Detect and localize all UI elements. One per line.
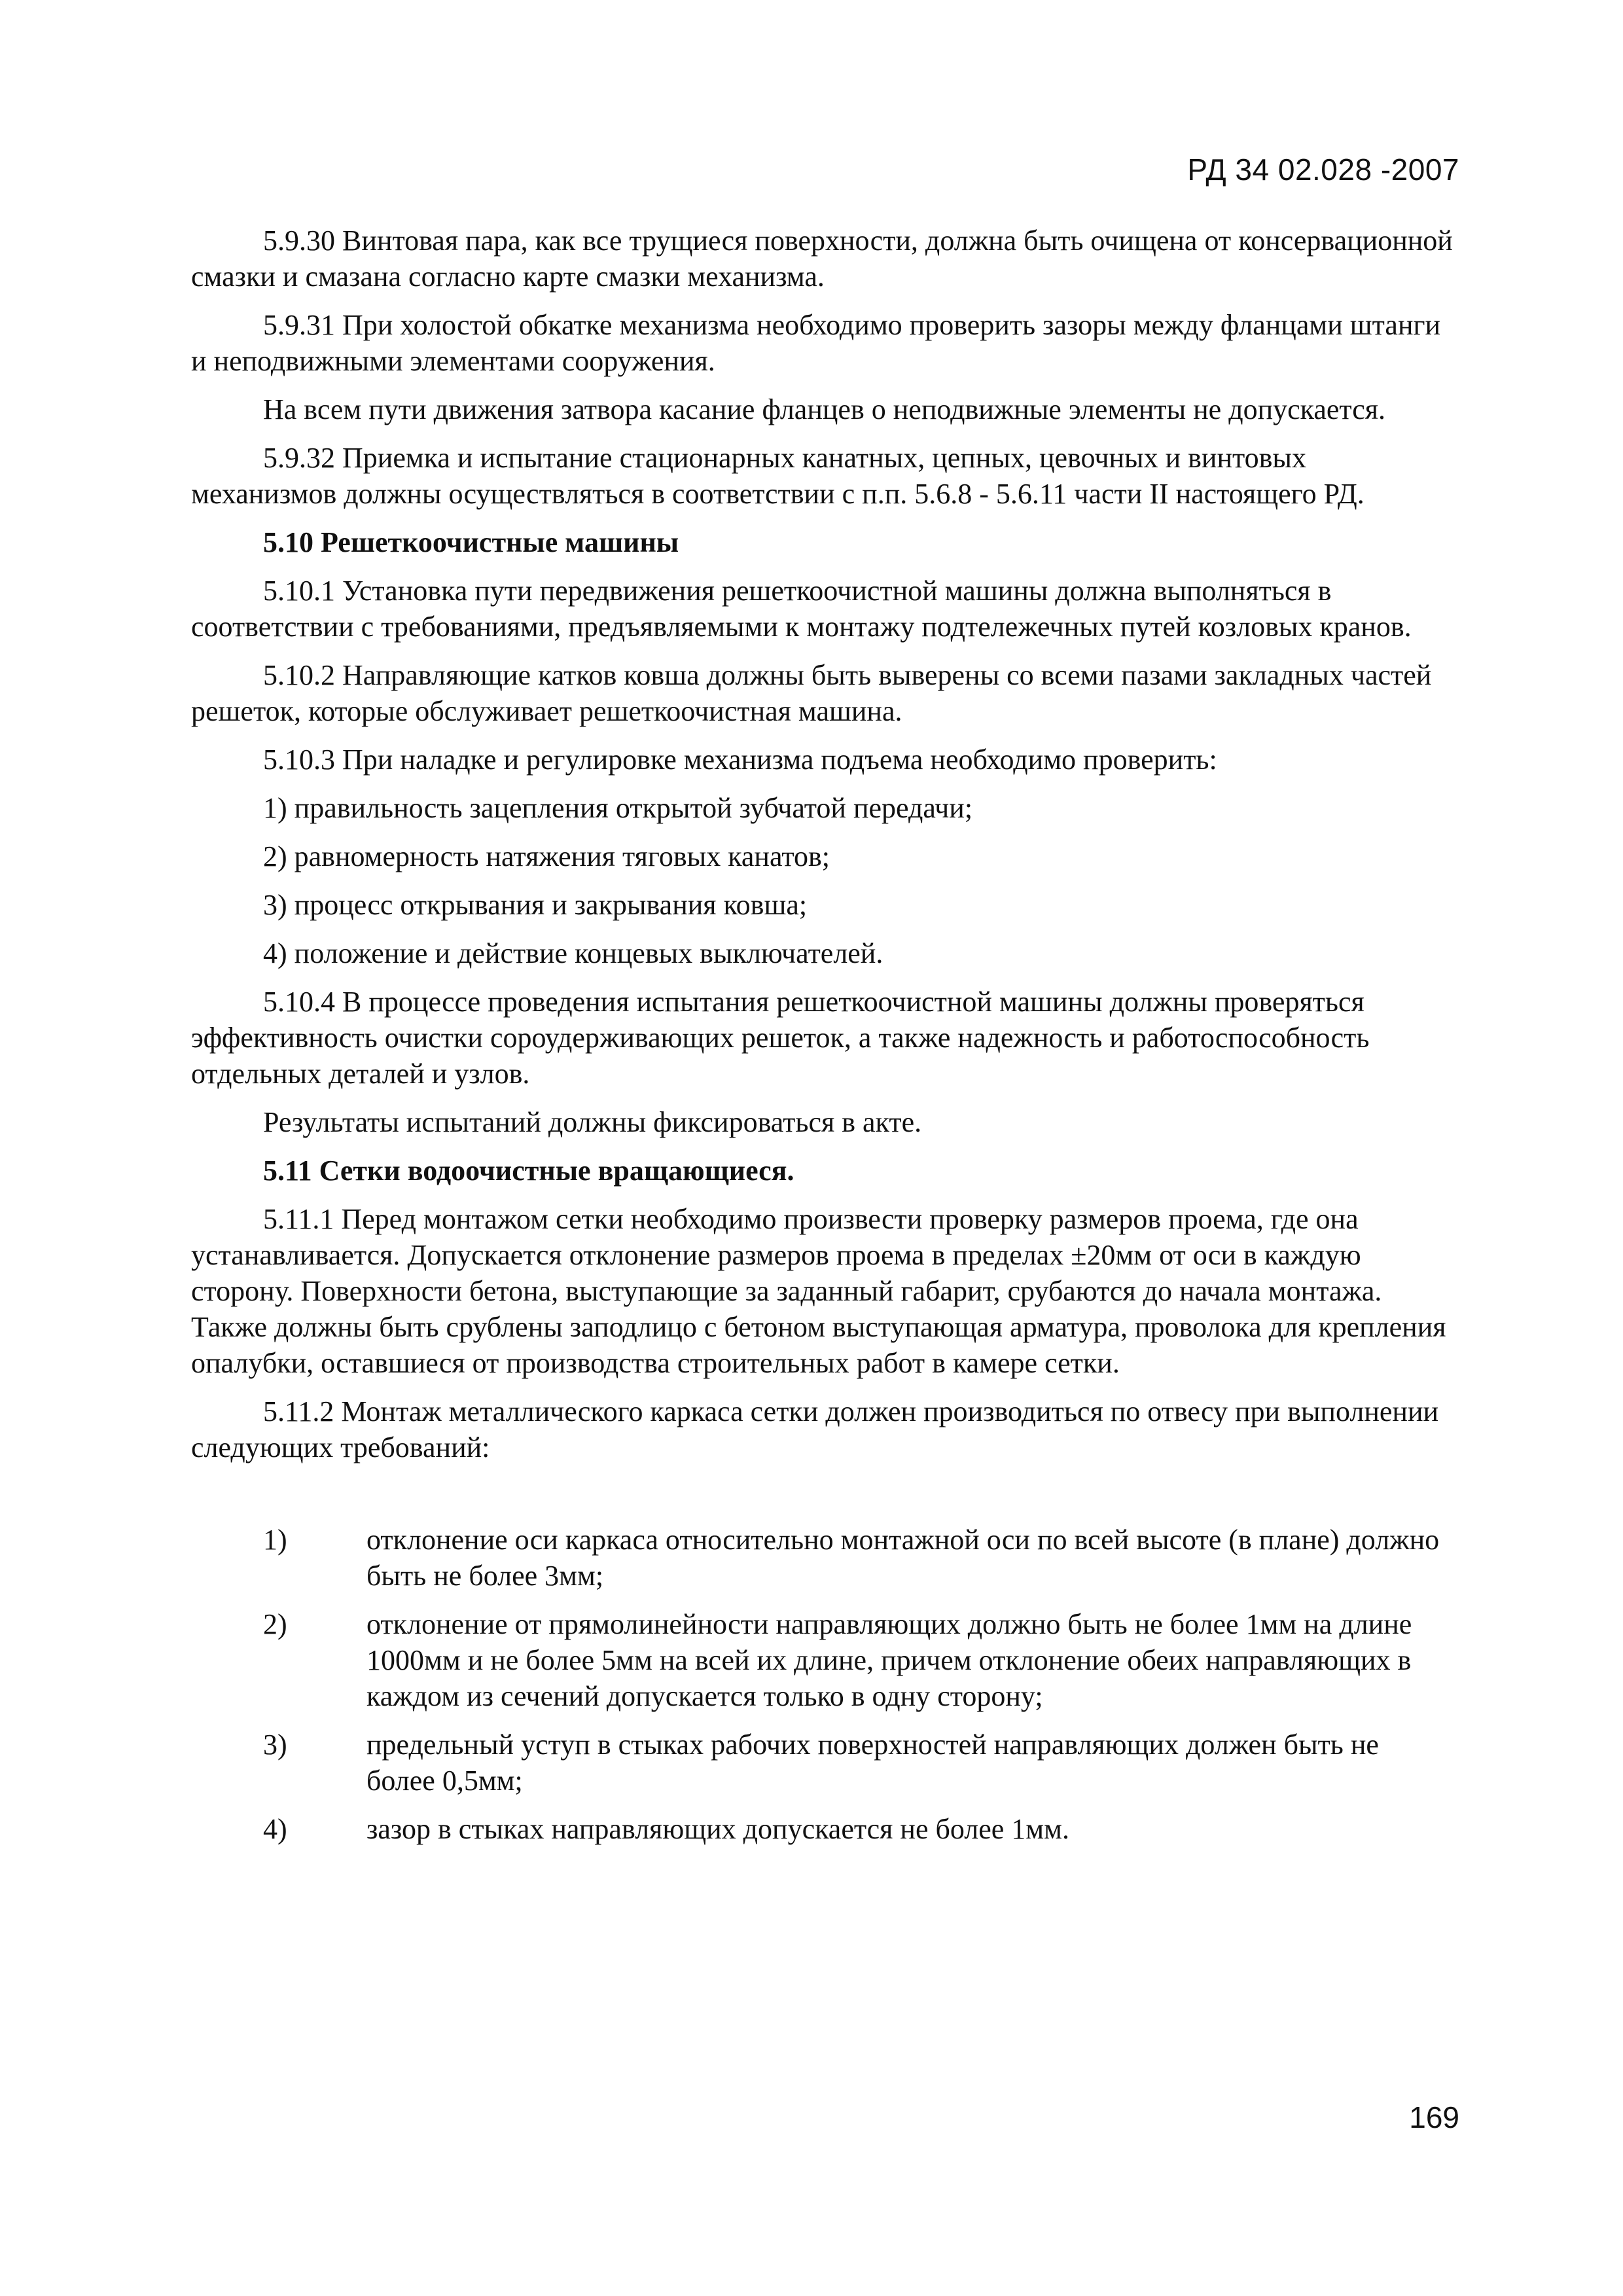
requirement-text: отклонение от прямолинейности направляющих должно быть не более 1мм на длине 1000мм и не более 5мм на всей их длине, причем отклонение обеих направляющих в каждом из сечений допускается только в одну сторону; xyxy=(366,1608,1412,1712)
check-item-2: 2) равномерность натяжения тяговых канатов; xyxy=(263,840,830,872)
paragraph-5-11-1: 5.11.1 Перед монтажом сетки необходимо произвести проверку размеров проема, где она устанавливается. Допускается отклонение размеров проема в пределах ±20мм от оси в каждую сторону. Поверхности бетона, выступающие за заданный габарит, срубаются до начала монтажа. Также должны быть срублены заподлицо с бетоном выступающая арматура, проволока для крепления опалубки, оставшиеся от производства строительных работ в камере сетки. xyxy=(191,1203,1446,1379)
page-number: 169 xyxy=(1409,2100,1459,2134)
paragraph-5-10-1: 5.10.1 Установка пути передвижения решеткоочистной машины должна выполняться в соответствии с требованиями, предъявляемыми к монтажу подтележечных путей козловых кранов. xyxy=(191,575,1412,643)
requirement-item xyxy=(191,1811,1454,1847)
document-body xyxy=(191,223,1454,1859)
paragraph-no-contact: На всем пути движения затвора касание фланцев о неподвижные элементы не допускается. xyxy=(263,393,1385,425)
paragraph-5-11-2: 5.11.2 Монтаж металлического каркаса сетки должен производиться по отвесу при выполнении следующих требований: xyxy=(191,1395,1439,1463)
requirement-number: 2) xyxy=(263,1608,287,1640)
paragraph-5-9-31: 5.9.31 При холостой обкатке механизма необходимо проверить зазоры между фланцами штанги и неподвижными элементами сооружения. xyxy=(191,309,1441,377)
paragraph-5-9-30: 5.9.30 Винтовая пара, как все трущиеся поверхности, должна быть очищена от консервационной смазки и смазана согласно карте смазки механизма. xyxy=(191,224,1453,293)
requirement-text: предельный уступ в стыках рабочих поверхностей направляющих должен быть не более 0,5мм; xyxy=(366,1729,1379,1797)
requirement-text: зазор в стыках направляющих допускается не более 1мм. xyxy=(366,1813,1069,1845)
requirements-list xyxy=(191,1522,1454,1847)
paragraph-5-9-32: 5.9.32 Приемка и испытание стационарных канатных, цепных, цевочных и винтовых механизмов должны осуществляться в соответствии с п.п. 5.6.8 - 5.6.11 части II настоящего РД. xyxy=(191,442,1364,510)
check-item-1: 1) правильность зацепления открытой зубчатой передачи; xyxy=(263,792,973,824)
check-item-3: 3) процесс открывания и закрывания ковша; xyxy=(263,889,808,921)
paragraph-5-10-3: 5.10.3 При наладке и регулировке механизма подъема необходимо проверить: xyxy=(263,744,1217,776)
requirement-number: 1) xyxy=(263,1524,287,1556)
requirement-item xyxy=(191,1522,1454,1594)
requirement-number: 3) xyxy=(263,1729,287,1761)
section-heading-5-11: 5.11 Сетки водоочистные вращающиеся. xyxy=(263,1155,794,1187)
requirement-item xyxy=(191,1606,1454,1714)
requirement-number: 4) xyxy=(263,1813,287,1845)
paragraph-results: Результаты испытаний должны фиксироваться в акте. xyxy=(263,1106,922,1138)
paragraph-5-10-2: 5.10.2 Направляющие катков ковша должны быть выверены со всеми пазами закладных частей решеток, которые обслуживает решеткоочистная машина. xyxy=(191,659,1432,727)
requirement-item xyxy=(191,1727,1454,1799)
section-heading-5-10: 5.10 Решеткоочистные машины xyxy=(263,526,679,558)
document-code-header: РД 34 02.028 -2007 xyxy=(1187,152,1459,187)
requirement-text: отклонение оси каркаса относительно монтажной оси по всей высоте (в плане) должно быть не более 3мм; xyxy=(366,1524,1440,1592)
check-item-4: 4) положение и действие концевых выключателей. xyxy=(263,937,883,969)
paragraph-5-10-4: 5.10.4 В процессе проведения испытания решеткоочистной машины должны проверяться эффективность очистки сороудерживающих решеток, а также надежность и работоспособность отдельных деталей и узлов. xyxy=(191,986,1370,1090)
